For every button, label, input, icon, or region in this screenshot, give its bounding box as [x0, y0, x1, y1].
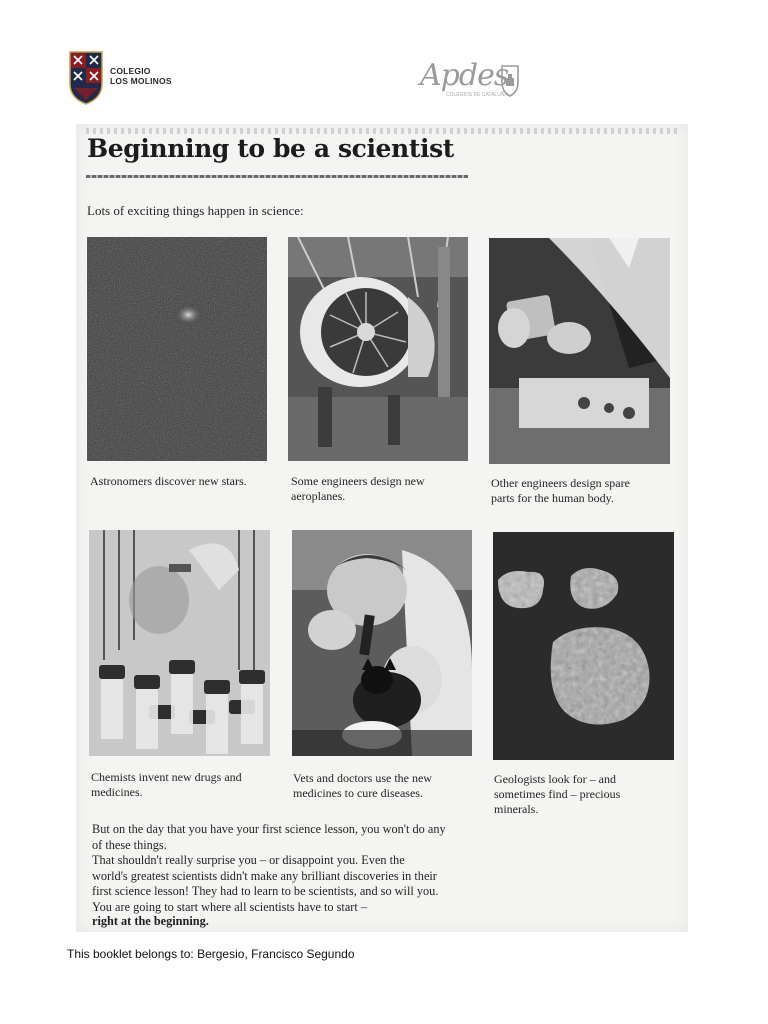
prosthetic-part-photo: [489, 238, 670, 464]
caption-line: Geologists look for – and: [494, 772, 616, 786]
caption-vets: [293, 771, 473, 801]
booklet-owner: This booklet belongs to: Bergesio, Francisco Segundo: [67, 947, 355, 961]
night-sky-stars-photo: [87, 237, 267, 461]
paragraph-line: of these things.: [92, 837, 167, 852]
paragraph-line: world's greatest scientists didn't make any brilliant discoveries in their: [92, 868, 437, 883]
caption-line: medicines.: [91, 785, 143, 799]
caption-line: sometimes find – precious: [494, 787, 621, 801]
closing-emphasis: right at the beginning.: [92, 914, 209, 928]
caption-line: Some engineers design new: [291, 474, 425, 488]
caption-line: minerals.: [494, 802, 539, 816]
minerals-photo: [493, 532, 674, 760]
caption-line: Other engineers design spare: [491, 476, 630, 490]
paragraph-line: But on the day that you have your first science lesson, you won't do any: [92, 822, 446, 836]
caption-line: medicines to cure diseases.: [293, 786, 423, 800]
jet-engine-photo: [288, 237, 468, 461]
caption-line: aeroplanes.: [291, 489, 346, 503]
paragraph-line: You are going to start where all scientists have to start –: [92, 899, 368, 914]
title-underline: [86, 175, 468, 178]
caption-chemists: [91, 770, 271, 800]
caption-line: parts for the human body.: [491, 491, 614, 505]
worksheet-title: Beginning to be a scientist: [87, 134, 454, 163]
caption-line: Astronomers discover new stars.: [90, 474, 247, 488]
vet-with-cat-photo: [292, 530, 472, 756]
school-name: [110, 66, 172, 86]
caption-aero-engineers: [291, 474, 471, 504]
apdes-logo-text: Apdes: [420, 58, 509, 93]
caption-astronomers: [90, 474, 270, 489]
lab-bottles-photo: [89, 530, 270, 756]
caption-line: Chemists invent new drugs and: [91, 770, 242, 784]
caption-medical-engineers: [491, 476, 671, 506]
school-name-line2: LOS MOLINOS: [110, 76, 172, 86]
svg-text:COLEGIOS DE CATALUÑA: COLEGIOS DE CATALUÑA: [446, 92, 508, 98]
school-name-line1: COLEGIO: [110, 66, 151, 76]
caption-line: Vets and doctors use the new: [293, 771, 432, 785]
paragraph-line: first science lesson! They had to learn to be scientists, and so will you.: [92, 884, 439, 899]
worksheet-intro: Lots of exciting things happen in science:: [87, 203, 304, 218]
caption-geologists: [494, 772, 674, 817]
paragraph-line: That shouldn't really surprise you – or disappoint you. Even the: [92, 853, 405, 868]
school-crest-logo: [68, 50, 104, 106]
closing-paragraph: [92, 822, 492, 916]
